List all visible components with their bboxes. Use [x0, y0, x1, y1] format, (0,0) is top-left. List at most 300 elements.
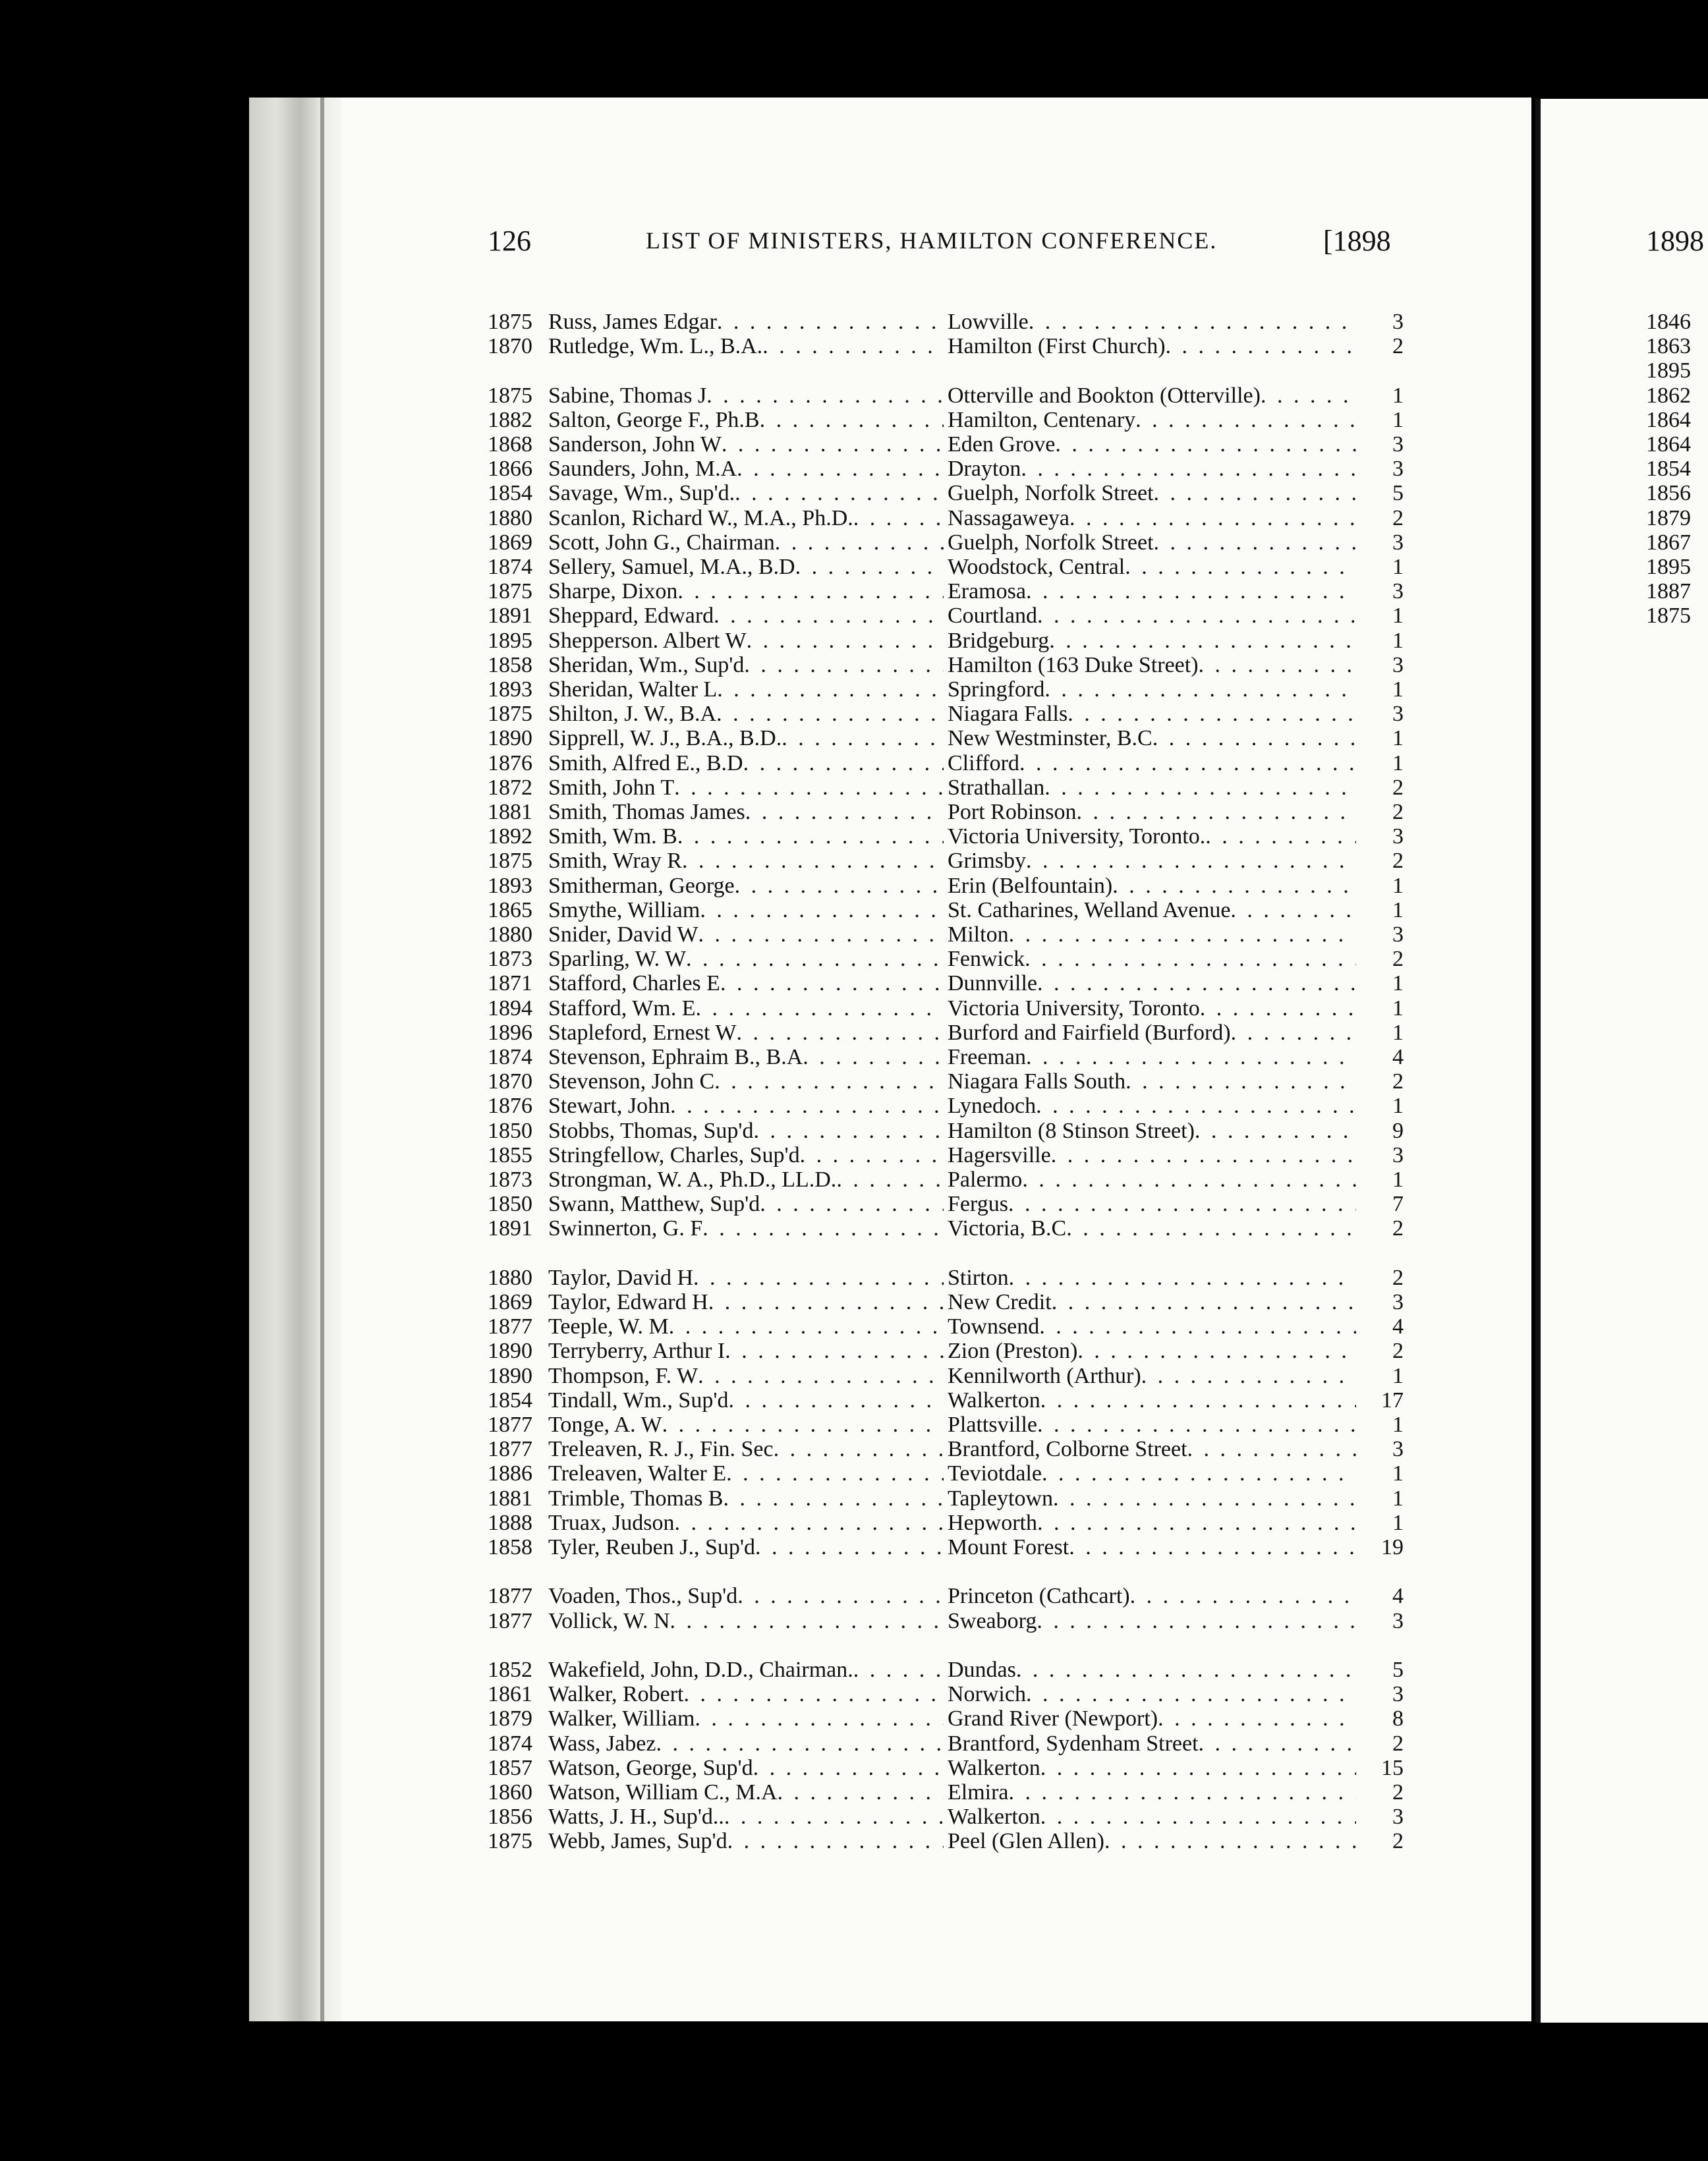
entry-year: 1874 — [488, 555, 532, 579]
years-on-circuit: 1 — [1392, 1364, 1404, 1388]
entry-year: 1880 — [488, 1266, 532, 1290]
circuit-name: Nassagaweya . . . — [948, 506, 1356, 531]
entry-year: 1875 — [488, 702, 532, 726]
entry-year: 1877 — [488, 1437, 532, 1461]
years-on-circuit: 3 — [1392, 457, 1404, 481]
minister-name: Smith, Alfred E., B.D . . . — [548, 751, 944, 776]
entry-year: 1893 — [488, 874, 532, 898]
years-on-circuit: 2 — [1392, 849, 1404, 873]
years-on-circuit: 2 — [1392, 1216, 1404, 1241]
circuit-name: Victoria, B.C . . . — [948, 1216, 1356, 1241]
minister-name: Savage, Wm., Sup'd. . . . — [548, 481, 944, 506]
entry-year: 1881 — [488, 1486, 532, 1511]
list-item — [488, 1780, 1404, 1805]
list-item — [488, 677, 1404, 702]
circuit-name: Lynedoch . . . — [948, 1094, 1356, 1119]
minister-name: Terryberry, Arthur I . . . — [548, 1339, 944, 1364]
circuit-name: Zion (Preston) . . . — [948, 1339, 1356, 1364]
years-on-circuit: 1 — [1392, 408, 1404, 432]
circuit-name: Niagara Falls South . . . — [948, 1069, 1356, 1094]
entry-year: 1894 — [488, 996, 532, 1021]
entry-year: 1881 — [488, 800, 532, 824]
minister-name: Taylor, David H . . . — [548, 1266, 944, 1291]
years-on-circuit: 19 — [1381, 1535, 1404, 1559]
years-on-circuit: 4 — [1392, 1584, 1404, 1608]
years-on-circuit: 5 — [1392, 1658, 1404, 1682]
years-on-circuit: 7 — [1392, 1192, 1404, 1216]
entry-year: 1875 — [488, 383, 532, 408]
circuit-name: Erin (Belfountain) . . . — [948, 874, 1356, 899]
right-page-year: 1879 — [1646, 506, 1691, 530]
circuit-name: Milton . . . — [948, 922, 1356, 947]
entry-year: 1856 — [488, 1805, 532, 1829]
entry-year: 1854 — [488, 1388, 532, 1413]
list-item — [488, 1584, 1404, 1609]
years-on-circuit: 2 — [1392, 1069, 1404, 1094]
years-on-circuit: 2 — [1392, 1731, 1404, 1756]
entry-year: 1877 — [488, 1413, 532, 1437]
circuit-name: Springford . . . — [948, 677, 1356, 702]
circuit-name: Stirton . . . — [948, 1266, 1356, 1291]
entry-year: 1888 — [488, 1511, 532, 1535]
minister-name: Truax, Judson . . . — [548, 1511, 944, 1536]
years-on-circuit: 3 — [1392, 702, 1404, 726]
list-item — [488, 1364, 1404, 1389]
list-item — [488, 334, 1404, 359]
minister-name: Tonge, A. W . . . — [548, 1413, 944, 1438]
list-item — [488, 1119, 1404, 1144]
years-on-circuit: 1 — [1392, 383, 1404, 408]
circuit-name: Teviotdale . . . — [948, 1461, 1356, 1486]
entry-year: 1875 — [488, 849, 532, 873]
entry-year: 1866 — [488, 457, 532, 481]
minister-name: Salton, George F., Ph.B . . . — [548, 408, 944, 433]
page-number: 126 — [488, 225, 531, 257]
years-on-circuit: 3 — [1392, 310, 1404, 334]
minister-name: Saunders, John, M.A . . . — [548, 457, 944, 482]
entry-year: 1886 — [488, 1461, 532, 1486]
years-on-circuit: 2 — [1392, 800, 1404, 824]
minister-name: Stewart, John . . . — [548, 1094, 944, 1119]
right-page-year: 1856 — [1646, 481, 1691, 505]
circuit-name: Guelph, Norfolk Street . . . — [948, 481, 1356, 506]
years-on-circuit: 5 — [1392, 481, 1404, 505]
minister-name: Shilton, J. W., B.A . . . — [548, 702, 944, 727]
list-item — [488, 1045, 1404, 1070]
circuit-name: Burford and Fairfield (Burford) . . . — [948, 1021, 1356, 1046]
circuit-name: Hamilton, Centenary . . . — [948, 408, 1356, 433]
years-on-circuit: 2 — [1392, 1829, 1404, 1853]
list-item — [488, 1021, 1404, 1046]
entry-year: 1890 — [488, 1364, 532, 1388]
binding-edge — [320, 98, 324, 2021]
entry-year: 1871 — [488, 971, 532, 996]
years-on-circuit: 1 — [1392, 1511, 1404, 1535]
circuit-name: New Westminster, B.C . . . — [948, 726, 1356, 751]
circuit-name: Mount Forest . . . — [948, 1535, 1356, 1560]
list-item — [488, 1805, 1404, 1830]
entry-year: 1875 — [488, 1829, 532, 1853]
circuit-name: Sweaborg . . . — [948, 1609, 1356, 1634]
years-on-circuit: 1 — [1392, 629, 1404, 653]
right-page-year: 1867 — [1646, 530, 1691, 555]
circuit-name: Niagara Falls . . . — [948, 702, 1356, 727]
minister-name: Sheridan, Wm., Sup'd . . . — [548, 653, 944, 678]
header-year: [1898 — [1323, 225, 1391, 257]
years-on-circuit: 17 — [1381, 1388, 1404, 1413]
minister-name: Watson, William C., M.A . . . — [548, 1780, 944, 1805]
right-page-header: 1898 — [1646, 225, 1704, 257]
minister-name: Strongman, W. A., Ph.D., LL.D. . . . — [548, 1167, 944, 1193]
years-on-circuit: 2 — [1392, 1780, 1404, 1805]
list-item — [488, 1437, 1404, 1462]
circuit-name: Walkerton . . . — [948, 1756, 1356, 1781]
list-item — [488, 1143, 1404, 1168]
circuit-name: Grimsby . . . — [948, 849, 1356, 874]
entry-year: 1877 — [488, 1609, 532, 1633]
years-on-circuit: 3 — [1392, 1682, 1404, 1706]
entry-year: 1873 — [488, 947, 532, 971]
circuit-name: Fenwick . . . — [948, 947, 1356, 972]
minister-name: Smitherman, George . . . — [548, 874, 944, 899]
circuit-name: Victoria University, Toronto. . . . — [948, 824, 1356, 849]
circuit-name: Woodstock, Central . . . — [948, 555, 1356, 580]
minister-name: Sparling, W. W . . . — [548, 947, 944, 972]
list-item — [488, 971, 1404, 996]
circuit-name: Eden Grove . . . — [948, 432, 1356, 457]
circuit-name: Drayton . . . — [948, 457, 1356, 482]
minister-name: Stevenson, John C . . . — [548, 1069, 944, 1094]
circuit-name: Kennilworth (Arthur) . . . — [948, 1364, 1356, 1389]
circuit-name: Walkerton . . . — [948, 1805, 1356, 1830]
circuit-name: Townsend . . . — [948, 1314, 1356, 1339]
minister-name: Snider, David W . . . — [548, 922, 944, 947]
minister-name: Tindall, Wm., Sup'd . . . — [548, 1388, 944, 1413]
years-on-circuit: 8 — [1392, 1706, 1404, 1731]
circuit-name: Victoria University, Toronto . . . — [948, 996, 1356, 1021]
entry-year: 1857 — [488, 1756, 532, 1780]
list-item — [488, 751, 1404, 776]
minister-name: Smythe, William . . . — [548, 898, 944, 923]
minister-name: Stapleford, Ernest W . . . — [548, 1021, 944, 1046]
list-item — [488, 1756, 1404, 1781]
list-item — [488, 555, 1404, 580]
circuit-name: Peel (Glen Allen) . . . — [948, 1829, 1356, 1854]
list-item — [488, 1167, 1404, 1193]
minister-name: Watson, George, Sup'd . . . — [548, 1756, 944, 1781]
years-on-circuit: 3 — [1392, 1290, 1404, 1314]
list-item — [488, 824, 1404, 849]
years-on-circuit: 1 — [1392, 898, 1404, 922]
years-on-circuit: 3 — [1392, 1609, 1404, 1633]
minister-name: Thompson, F. W . . . — [548, 1364, 944, 1389]
circuit-name: Fergus . . . — [948, 1192, 1356, 1217]
entry-year: 1860 — [488, 1780, 532, 1805]
right-page-year: 1895 — [1646, 358, 1691, 383]
entry-year: 1870 — [488, 334, 532, 358]
circuit-name: Elmira . . . — [948, 1780, 1356, 1805]
list-item — [488, 874, 1404, 899]
minister-name: Voaden, Thos., Sup'd . . . — [548, 1584, 944, 1609]
circuit-name: Brantford, Sydenham Street . . . — [948, 1731, 1356, 1756]
list-item — [488, 530, 1404, 555]
list-item — [488, 1266, 1404, 1291]
circuit-name: Plattsville . . . — [948, 1413, 1356, 1438]
list-item — [488, 457, 1404, 482]
years-on-circuit: 1 — [1392, 971, 1404, 996]
entry-year: 1890 — [488, 1339, 532, 1363]
minister-name: Sabine, Thomas J . . . — [548, 383, 944, 408]
minister-name: Stevenson, Ephraim B., B.A . . . — [548, 1045, 944, 1070]
list-item — [488, 1731, 1404, 1756]
circuit-name: Courtland . . . — [948, 603, 1356, 629]
right-page-year: 1887 — [1646, 579, 1691, 603]
circuit-name: Port Robinson . . . — [948, 800, 1356, 825]
minister-name: Sheppard, Edward . . . — [548, 603, 944, 629]
entry-year: 1890 — [488, 726, 532, 750]
right-page-year: 1864 — [1646, 432, 1691, 457]
years-on-circuit: 4 — [1392, 1314, 1404, 1339]
years-on-circuit: 3 — [1392, 653, 1404, 677]
minister-name: Taylor, Edward H . . . — [548, 1290, 944, 1315]
years-on-circuit: 2 — [1392, 506, 1404, 530]
entry-year: 1880 — [488, 506, 532, 530]
list-item — [488, 849, 1404, 874]
years-on-circuit: 2 — [1392, 1266, 1404, 1290]
years-on-circuit: 1 — [1392, 677, 1404, 702]
circuit-name: Bridgeburg . . . — [948, 629, 1356, 654]
list-item — [488, 726, 1404, 751]
circuit-name: Hamilton (8 Stinson Street) . . . — [948, 1119, 1356, 1144]
list-item — [488, 653, 1404, 678]
list-item — [488, 1290, 1404, 1315]
years-on-circuit: 2 — [1392, 1339, 1404, 1363]
minister-name: Treleaven, Walter E . . . — [548, 1461, 944, 1486]
minister-name: Vollick, W. N . . . — [548, 1609, 944, 1634]
list-item — [488, 1339, 1404, 1364]
minister-name: Stringfellow, Charles, Sup'd . . . — [548, 1143, 944, 1168]
list-item — [488, 922, 1404, 947]
list-item — [488, 506, 1404, 531]
circuit-name: Dunnville . . . — [948, 971, 1356, 996]
circuit-name: Palermo . . . — [948, 1167, 1356, 1193]
entry-year: 1896 — [488, 1021, 532, 1045]
minister-name: Sheridan, Walter L . . . — [548, 677, 944, 702]
entry-year: 1872 — [488, 775, 532, 800]
years-on-circuit: 4 — [1392, 1045, 1404, 1069]
entry-year: 1858 — [488, 1535, 532, 1559]
minister-name: Wass, Jabez . . . — [548, 1731, 944, 1756]
entry-year: 1882 — [488, 408, 532, 432]
list-item — [488, 947, 1404, 972]
years-on-circuit: 1 — [1392, 996, 1404, 1021]
right-page-year: 1854 — [1646, 457, 1691, 481]
right-page-year: 1864 — [1646, 408, 1691, 432]
years-on-circuit: 3 — [1392, 432, 1404, 457]
minister-name: Sanderson, John W . . . — [548, 432, 944, 457]
circuit-name: Norwich . . . — [948, 1682, 1356, 1707]
list-item — [488, 1658, 1404, 1683]
minister-name: Smith, Wm. B . . . — [548, 824, 944, 849]
entry-year: 1861 — [488, 1682, 532, 1706]
list-item — [488, 481, 1404, 506]
minister-name: Scott, John G., Chairman . . . — [548, 530, 944, 555]
list-item — [488, 1486, 1404, 1511]
list-item — [488, 432, 1404, 457]
entry-year: 1865 — [488, 898, 532, 922]
years-on-circuit: 1 — [1392, 1094, 1404, 1118]
circuit-name: Tapleytown . . . — [948, 1486, 1356, 1511]
list-item — [488, 383, 1404, 408]
minister-name: Smith, Thomas James . . . — [548, 800, 944, 825]
list-item — [488, 996, 1404, 1021]
entry-year: 1870 — [488, 1069, 532, 1094]
list-item — [488, 800, 1404, 825]
minister-name: Stafford, Wm. E . . . — [548, 996, 944, 1021]
minister-name: Tyler, Reuben J., Sup'd . . . — [548, 1535, 944, 1560]
right-page-year: 1862 — [1646, 383, 1691, 408]
list-item — [488, 1069, 1404, 1094]
minister-name: Smith, Wray R . . . — [548, 849, 944, 874]
years-on-circuit: 3 — [1392, 1437, 1404, 1461]
circuit-name: Otterville and Bookton (Otterville) . . . — [948, 383, 1356, 408]
entry-year: 1875 — [488, 310, 532, 334]
years-on-circuit: 3 — [1392, 1805, 1404, 1829]
list-item — [488, 310, 1404, 335]
years-on-circuit: 3 — [1392, 922, 1404, 947]
entry-year: 1876 — [488, 751, 532, 775]
years-on-circuit: 1 — [1392, 751, 1404, 775]
entry-year: 1874 — [488, 1045, 532, 1069]
list-item — [488, 1388, 1404, 1413]
entry-year: 1892 — [488, 824, 532, 849]
years-on-circuit: 1 — [1392, 1486, 1404, 1511]
list-item — [488, 1461, 1404, 1486]
minister-name: Sharpe, Dixon . . . — [548, 579, 944, 604]
years-on-circuit: 1 — [1392, 1461, 1404, 1486]
right-page-year: 1863 — [1646, 334, 1691, 358]
list-item — [488, 1216, 1404, 1241]
list-item — [488, 898, 1404, 923]
entry-year: 1873 — [488, 1167, 532, 1192]
entry-year: 1868 — [488, 432, 532, 457]
circuit-name: Grand River (Newport) . . . — [948, 1706, 1356, 1731]
years-on-circuit: 3 — [1392, 579, 1404, 603]
years-on-circuit: 1 — [1392, 603, 1404, 628]
list-item — [488, 1511, 1404, 1536]
circuit-name: Hepworth . . . — [948, 1511, 1356, 1536]
circuit-name: Brantford, Colborne Street . . . — [948, 1437, 1356, 1462]
right-page-year: 1895 — [1646, 555, 1691, 579]
circuit-name: Strathallan . . . — [948, 775, 1356, 800]
years-on-circuit: 3 — [1392, 1143, 1404, 1167]
years-on-circuit: 1 — [1392, 1413, 1404, 1437]
years-on-circuit: 1 — [1392, 874, 1404, 898]
entry-year: 1880 — [488, 922, 532, 947]
list-item — [488, 629, 1404, 654]
minister-name: Swann, Matthew, Sup'd . . . — [548, 1192, 944, 1217]
minister-name: Stafford, Charles E . . . — [548, 971, 944, 996]
list-item — [488, 1535, 1404, 1560]
circuit-name: Hamilton (First Church) . . . — [948, 334, 1356, 359]
list-item — [488, 1094, 1404, 1119]
list-item — [488, 775, 1404, 800]
minister-name: Teeple, W. M . . . — [548, 1314, 944, 1339]
list-item — [488, 1314, 1404, 1339]
entry-year: 1877 — [488, 1314, 532, 1339]
entry-year: 1855 — [488, 1143, 532, 1167]
running-title: LIST OF MINISTERS, HAMILTON CONFERENCE. — [646, 227, 1218, 254]
minister-name: Trimble, Thomas B . . . — [548, 1486, 944, 1511]
entry-year: 1854 — [488, 481, 532, 505]
years-on-circuit: 9 — [1392, 1119, 1404, 1143]
circuit-name: Guelph, Norfolk Street . . . — [948, 530, 1356, 555]
years-on-circuit: 3 — [1392, 530, 1404, 555]
entry-year: 1877 — [488, 1584, 532, 1608]
circuit-name: Eramosa . . . — [948, 579, 1356, 604]
list-item — [488, 579, 1404, 604]
minister-name: Watts, J. H., Sup'd.. . . . — [548, 1805, 944, 1830]
minister-name: Russ, James Edgar . . . — [548, 310, 944, 335]
circuit-name: Princeton (Cathcart) . . . — [948, 1584, 1356, 1609]
minister-name: Webb, James, Sup'd . . . — [548, 1829, 944, 1854]
list-item — [488, 1192, 1404, 1217]
entry-year: 1893 — [488, 677, 532, 702]
minister-name: Walker, Robert . . . — [548, 1682, 944, 1707]
years-on-circuit: 1 — [1392, 555, 1404, 579]
minister-name: Treleaven, R. J., Fin. Sec . . . — [548, 1437, 944, 1462]
right-page-year: 1875 — [1646, 603, 1691, 628]
minister-name: Stobbs, Thomas, Sup'd . . . — [548, 1119, 944, 1144]
right-page-year: 1846 — [1646, 310, 1691, 334]
entry-year: 1891 — [488, 1216, 532, 1241]
circuit-name: Walkerton . . . — [948, 1388, 1356, 1413]
entry-year: 1895 — [488, 629, 532, 653]
minister-name: Sellery, Samuel, M.A., B.D . . . — [548, 555, 944, 580]
entry-year: 1858 — [488, 653, 532, 677]
minister-name: Scanlon, Richard W., M.A., Ph.D. . . . — [548, 506, 944, 531]
entry-year: 1874 — [488, 1731, 532, 1756]
entry-year: 1879 — [488, 1706, 532, 1731]
years-on-circuit: 15 — [1381, 1756, 1404, 1780]
minister-name: Walker, William . . . — [548, 1706, 944, 1731]
list-item — [488, 702, 1404, 727]
entry-year: 1876 — [488, 1094, 532, 1118]
circuit-name: St. Catharines, Welland Avenue . . . — [948, 898, 1356, 923]
list-item — [488, 1829, 1404, 1854]
circuit-name: Freeman . . . — [948, 1045, 1356, 1070]
entry-year: 1891 — [488, 603, 532, 628]
years-on-circuit: 2 — [1392, 775, 1404, 800]
minister-name: Wakefield, John, D.D., Chairman. . . . — [548, 1658, 944, 1683]
years-on-circuit: 1 — [1392, 726, 1404, 750]
minister-name: Rutledge, Wm. L., B.A. . . . — [548, 334, 944, 359]
minister-name: Swinnerton, G. F . . . — [548, 1216, 944, 1241]
years-on-circuit: 2 — [1392, 334, 1404, 358]
entry-year: 1850 — [488, 1192, 532, 1216]
circuit-name: Hamilton (163 Duke Street) . . . — [948, 653, 1356, 678]
circuit-name: Lowville . . . — [948, 310, 1356, 335]
entry-year: 1869 — [488, 530, 532, 555]
list-item — [488, 603, 1404, 629]
circuit-name: Hagersville . . . — [948, 1143, 1356, 1168]
list-item — [488, 1706, 1404, 1731]
circuit-name: Dundas . . . — [948, 1658, 1356, 1683]
entry-year: 1852 — [488, 1658, 532, 1682]
entry-year: 1850 — [488, 1119, 532, 1143]
list-item — [488, 1609, 1404, 1634]
minister-name: Smith, John T . . . — [548, 775, 944, 800]
